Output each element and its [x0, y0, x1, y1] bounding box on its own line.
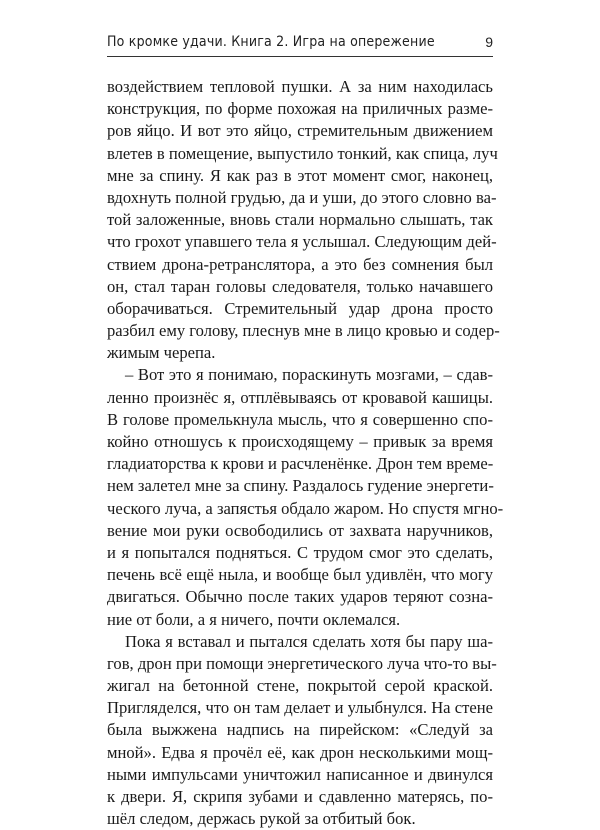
text-line: той заложенные, вновь стали нормально слышать, так: [107, 210, 493, 230]
text-line: ленно произнёс я, отплёвываясь от кровавой кашицы.: [107, 387, 493, 407]
text-line: он, стал таран головы следователя, только начавшего: [107, 276, 493, 296]
text-line: ствием дрона-ретранслятора, а это без сомнения был: [107, 254, 493, 274]
text-line: жигал на бетонной стене, покрытой серой краской.: [107, 676, 493, 696]
text-line: воздействием тепловой пушки. А за ним находилась: [107, 77, 493, 96]
text-line: шёл следом, держась рукой за отбитый бок.: [107, 809, 416, 829]
text-line: гов, дрон при помощи энергетического луча что-то вы-: [107, 653, 497, 673]
text-line: ние от боли, а я ничего, почти оклемался.: [107, 609, 401, 629]
text-line: оборачиваться. Стремительный удар дрона просто: [107, 298, 493, 318]
text-line: разбил ему голову, плеснув мне в лицо кровью и содер-: [107, 321, 500, 341]
running-title: По кромке удачи. Книга 2. Игра на опережение: [107, 34, 435, 50]
text-line: печень всё ещё ныла, и вообще был удивлён, что могу: [107, 565, 493, 585]
text-line: к двери. Я, скрипя зубами и сдавленно матерясь, по-: [107, 787, 493, 806]
text-line: конструкция, по форме похожая на приличных разме-: [107, 99, 493, 119]
text-line: гладиаторства к крови и расчленёнке. Дрон тем време-: [107, 454, 494, 474]
text-line: что грохот упавшего тела я услышал. Следующим дей-: [107, 232, 497, 252]
text-line: Пригляделся, что он там делает и улыбнулся. На стене: [107, 698, 493, 718]
text-line: ров яйцо. И вот это яйцо, стремительным движением: [107, 121, 493, 141]
text-line: ными импульсами уничтожил написанное и двинулся: [107, 764, 493, 784]
text-line: мной». Едва я прочёл её, как дрон несколькими мощ-: [107, 742, 493, 762]
paragraph: [107, 364, 504, 630]
text-line: вдохнуть полной грудью, да и уши, до этого словно ва-: [107, 187, 497, 207]
text-line: и я попытался подняться. С трудом смог это сделать,: [107, 542, 493, 562]
text-line: мне за спину. Я как раз в этот момент смог, наконец,: [107, 165, 493, 185]
text-line: Пока я вставал и пытался сделать хотя бы пару ша-: [125, 631, 493, 651]
text-line: жимым черепа.: [107, 343, 216, 363]
text-line: вение мои руки освободились от захвата наручников,: [107, 520, 493, 540]
text-line: была выжжена надпись на пирейском: «Следуй за: [107, 720, 493, 740]
page-header: [107, 32, 493, 57]
text-body: [107, 76, 504, 830]
text-line: влетев в помещение, выпустило тонкий, как спица, луч: [107, 143, 498, 163]
text-line: ческого луча, а запястья обдало жаром. Но спустя мгно-: [107, 498, 504, 518]
text-line: койно отношусь к происходящему – привык за время: [107, 432, 493, 451]
page-number: 9: [485, 34, 493, 50]
text-line: В голове промелькнула мысль, что я совершенно спо-: [107, 409, 493, 429]
paragraph: [107, 76, 500, 364]
text-line: двигаться. Обычно после таких ударов теряют созна-: [107, 587, 493, 607]
paragraph: [107, 631, 497, 830]
text-line: нем залетел мне за спину. Раздалось гудение энергети-: [107, 476, 494, 496]
text-line: – Вот это я понимаю, пораскинуть мозгами, – сдав-: [125, 365, 493, 385]
